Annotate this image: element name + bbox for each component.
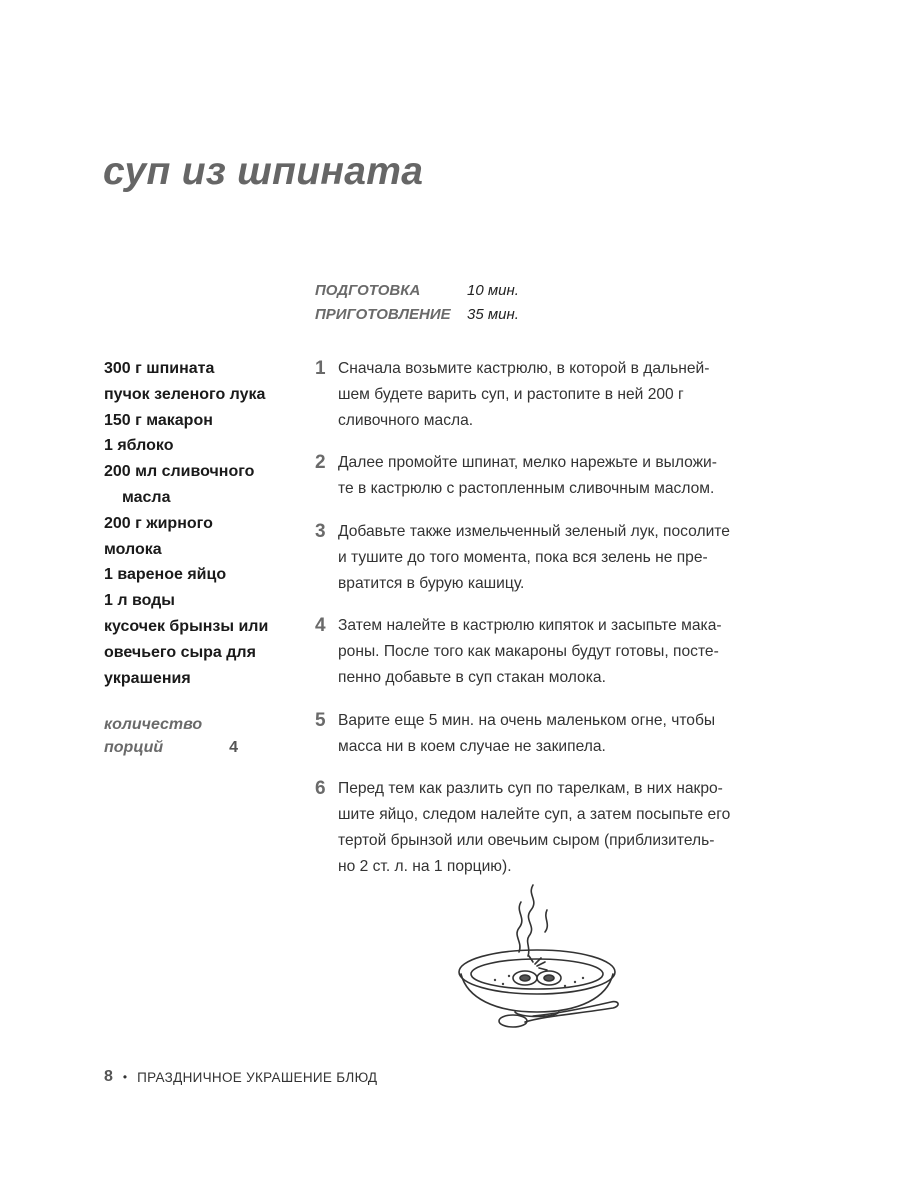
- section-title: ПРАЗДНИЧНОЕ УКРАШЕНИЕ БЛЮД: [137, 1069, 378, 1085]
- step-text: [338, 450, 755, 502]
- step-line: масса ни в коем случае не закипела.: [338, 737, 606, 755]
- step-line: Затем налейте в кастрюлю кипяток и засыпьте мака-: [338, 617, 722, 635]
- page-number: 8: [104, 1068, 113, 1085]
- step-number: 4: [315, 615, 326, 637]
- ingredient-line: молока: [104, 540, 162, 558]
- step-item: [315, 613, 755, 690]
- step-text: [338, 776, 755, 879]
- step-line: пенно добавьте в суп стакан молока.: [338, 668, 606, 686]
- step-number: 5: [315, 709, 326, 731]
- step-number: 6: [315, 778, 326, 800]
- ingredient-line: масла: [122, 488, 171, 506]
- cook-time-value: 35 мин.: [467, 305, 519, 323]
- step-line: те в кастрюлю с растопленным сливочным маслом.: [338, 480, 715, 498]
- ingredient-line: пучок зеленого лука: [104, 385, 266, 403]
- step-item: [315, 776, 755, 879]
- ingredient-line: 200 г жирного: [104, 514, 213, 532]
- step-line: и тушите до того момента, пока вся зелень не пре-: [338, 548, 708, 566]
- step-number: 2: [315, 452, 326, 474]
- servings-label-line1: количество: [104, 716, 203, 733]
- step-line: Далее промойте шпинат, мелко нарежьте и выложи-: [338, 454, 717, 472]
- cook-time-label: ПРИГОТОВЛЕНИЕ: [315, 305, 451, 323]
- step-item: [315, 356, 755, 433]
- step-line: но 2 ст. л. на 1 порцию).: [338, 857, 512, 875]
- step-text: [338, 519, 755, 596]
- steps-list: [315, 356, 755, 880]
- step-line: Добавьте также измельченный зеленый лук, посолите: [338, 522, 730, 540]
- ingredients-list: [104, 356, 289, 691]
- ingredient-line: овечьего сыра для: [104, 643, 256, 661]
- step-item: [315, 450, 755, 502]
- step-number: 1: [315, 358, 326, 379]
- prep-time-value: 10 мин.: [467, 281, 519, 299]
- recipe-title: суп из шпината: [103, 150, 424, 193]
- step-line: сливочного масла.: [338, 411, 474, 429]
- step-line: роны. После того как макароны будут готовы, посте-: [338, 643, 719, 661]
- prep-time-label: ПОДГОТОВКА: [315, 281, 421, 299]
- ingredient-line: 150 г макарон: [104, 411, 213, 429]
- ingredient-line: украшения: [104, 669, 191, 687]
- step-text: [338, 356, 755, 433]
- servings-row: [104, 736, 254, 759]
- step-item: [315, 519, 755, 596]
- servings-block: [104, 713, 254, 759]
- step-line: вратится в бурую кашицу.: [338, 574, 525, 592]
- timing-block: [315, 278, 519, 326]
- ingredient-line: кусочек брынзы или: [104, 617, 269, 635]
- prep-time-row: [315, 278, 519, 302]
- ingredient-line: 1 вареное яйцо: [104, 566, 227, 584]
- step-line: Варите еще 5 мин. на очень маленьком огне, чтобы: [338, 711, 716, 729]
- ingredient-line: 1 л воды: [104, 592, 175, 610]
- footer-separator: •: [122, 1070, 128, 1084]
- ingredient-line: 200 мл сливочного: [104, 463, 255, 481]
- step-text: [338, 613, 755, 690]
- step-line: шем будете варить суп, и растопите в ней 200 г: [338, 385, 684, 403]
- step-line: Перед тем как разлить суп по тарелкам, в них накро-: [338, 780, 723, 798]
- page-footer: [104, 1068, 377, 1086]
- step-text: [338, 708, 755, 760]
- step-line: Сначала возьмите кастрюлю, в которой в дальней-: [338, 360, 710, 377]
- step-line: тертой брынзой или овечьим сыром (приблизитель-: [338, 831, 715, 849]
- step-number: 3: [315, 520, 326, 542]
- soup-bowl-icon: [455, 880, 630, 1040]
- step-item: [315, 708, 755, 760]
- step-line: шите яйцо, следом налейте суп, а затем посыпьте его: [338, 806, 731, 824]
- ingredient-line: 1 яблоко: [104, 437, 174, 455]
- servings-label-line2: порций: [104, 739, 164, 756]
- ingredient-line: 300 г шпината: [104, 360, 215, 377]
- cook-time-row: [315, 302, 519, 326]
- servings-value: 4: [229, 739, 238, 756]
